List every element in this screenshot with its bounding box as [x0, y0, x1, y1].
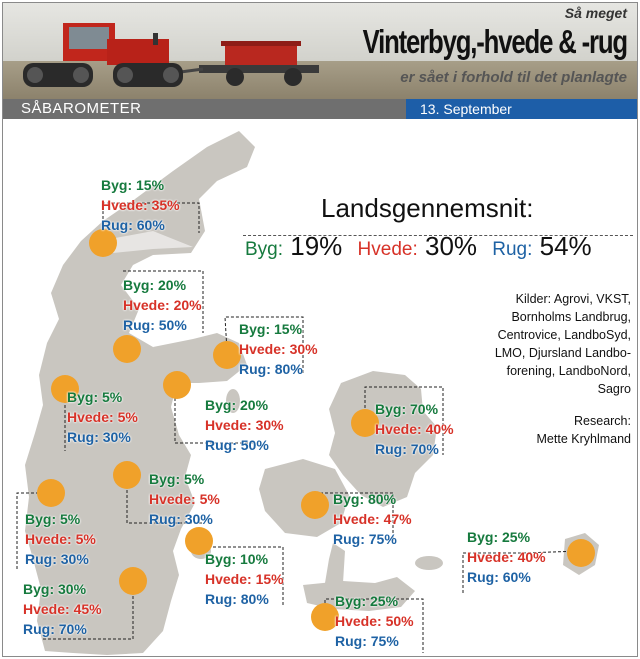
marker-fyn — [301, 491, 329, 519]
region-byg: Byg: 80% — [333, 491, 397, 507]
region-hvede: Hvede: 5% — [25, 531, 96, 547]
region-byg: Byg: 30% — [23, 581, 87, 597]
header-pretitle: Så meget — [564, 5, 627, 21]
region-hvede: Hvede: 40% — [375, 421, 454, 437]
avg-hvede-label: Hvede: — [357, 239, 418, 260]
region-label-oestjylland — [205, 395, 284, 455]
region-label-vendsyssel — [101, 175, 180, 235]
marker-midtjylland — [113, 461, 141, 489]
region-label-bornholm — [467, 527, 546, 587]
region-byg: Byg: 5% — [67, 389, 123, 405]
region-label-sydvestjylland — [25, 509, 96, 569]
avg-rug-value: 54% — [539, 231, 592, 261]
header-subtitle: er sået i forhold til det planlagte — [400, 69, 627, 86]
region-rug: Rug: 70% — [23, 621, 87, 637]
region-byg: Byg: 15% — [101, 177, 165, 193]
avg-hvede-value: 30% — [424, 231, 478, 261]
region-label-vestjylland — [67, 387, 138, 447]
marker-djursland — [213, 341, 241, 369]
region-label-djursland — [239, 319, 318, 379]
region-byg: Byg: 20% — [205, 397, 269, 413]
date-label: 13. September — [406, 99, 637, 119]
region-label-fyn — [333, 489, 412, 549]
region-label-sydoestjylland — [205, 549, 284, 609]
region-byg: Byg: 25% — [335, 593, 399, 609]
region-rug: Rug: 70% — [375, 441, 439, 457]
marker-oestjylland — [163, 371, 191, 399]
marker-sydvestjylland — [37, 479, 65, 507]
sources-text: Kilder: Agrovi, VKST, Bornholms Landbrug, Centrovice, LandboSyd, LMO, Djursland Landbo-forening, LandboNord, Sagro — [494, 292, 631, 396]
region-rug: Rug: 30% — [25, 551, 89, 567]
region-rug: Rug: 50% — [123, 317, 187, 333]
region-label-himmerland — [123, 275, 202, 335]
region-hvede: Hvede: 30% — [205, 417, 284, 433]
marker-soenderjylland — [119, 567, 147, 595]
region-hvede: Hvede: 30% — [239, 341, 318, 357]
region-hvede: Hvede: 5% — [149, 491, 220, 507]
region-rug: Rug: 80% — [239, 361, 303, 377]
national-average-heading: Landsgennemsnit: — [321, 193, 534, 223]
section-label: SÅBAROMETER — [3, 99, 406, 119]
region-rug: Rug: 50% — [205, 437, 269, 453]
region-label-lolland — [335, 591, 414, 651]
region-byg: Byg: 20% — [123, 277, 187, 293]
region-byg: Byg: 5% — [25, 511, 81, 527]
region-rug: Rug: 60% — [467, 569, 531, 585]
region-hvede: Hvede: 5% — [67, 409, 138, 425]
region-byg: Byg: 15% — [239, 321, 303, 337]
region-hvede: Hvede: 50% — [335, 613, 414, 629]
researcher-name: Mette Kryhlmand — [536, 432, 631, 446]
region-hvede: Hvede: 40% — [467, 549, 546, 565]
marker-himmerland — [113, 335, 141, 363]
region-hvede: Hvede: 35% — [101, 197, 180, 213]
region-hvede: Hvede: 15% — [205, 571, 284, 587]
region-hvede: Hvede: 20% — [123, 297, 202, 313]
research-label: Research: — [574, 414, 631, 428]
region-label-midtjylland — [149, 469, 220, 529]
region-label-soenderjylland — [23, 579, 102, 639]
region-hvede: Hvede: 45% — [23, 601, 102, 617]
avg-rug-label: Rug: — [492, 239, 533, 260]
header-title: Vinterbyg,-hvede & -rug — [362, 23, 627, 60]
region-byg: Byg: 25% — [467, 529, 531, 545]
region-rug: Rug: 30% — [149, 511, 213, 527]
region-rug: Rug: 75% — [333, 531, 397, 547]
region-label-nordsjaelland — [375, 399, 454, 459]
avg-byg-value: 19% — [290, 231, 343, 261]
avg-byg-label: Byg: — [245, 239, 284, 260]
region-rug: Rug: 30% — [67, 429, 131, 445]
infographic-frame — [2, 2, 638, 657]
region-byg: Byg: 70% — [375, 401, 439, 417]
region-byg: Byg: 10% — [205, 551, 269, 567]
region-rug: Rug: 60% — [101, 217, 165, 233]
region-hvede: Hvede: 47% — [333, 511, 412, 527]
region-rug: Rug: 75% — [335, 633, 399, 649]
header-banner — [3, 3, 637, 99]
region-rug: Rug: 80% — [205, 591, 269, 607]
tractor-illustration — [3, 3, 343, 99]
national-average-row — [245, 231, 592, 262]
marker-bornholm — [567, 539, 595, 567]
region-byg: Byg: 5% — [149, 471, 205, 487]
research-credit — [483, 412, 631, 448]
